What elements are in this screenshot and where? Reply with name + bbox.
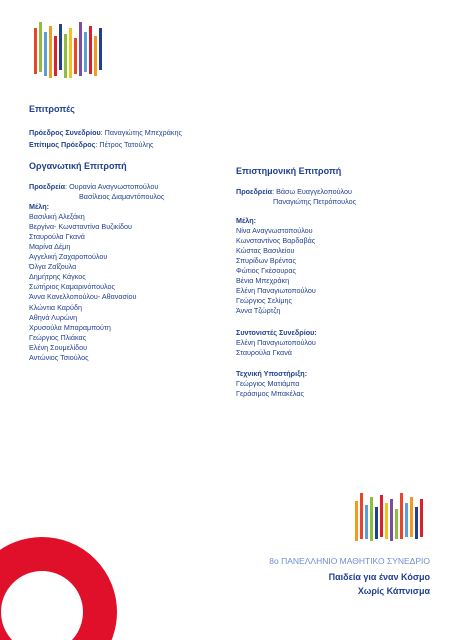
- list-item: Χρυσούλα Μπαραμπούτη: [29, 322, 111, 332]
- organizing-chair-line: [29, 182, 229, 192]
- list-item: Κλώντια Καρύδη: [29, 302, 82, 312]
- list-item: Κώστας Βασιλείου: [236, 245, 295, 255]
- scientific-chairs-label: Προεδρεία: [236, 186, 273, 196]
- list-item: Βεργίνα- Κωνσταντίνα Βυζικίδου: [29, 221, 132, 231]
- list-item: Νίνα Αναγνωστοπούλου: [236, 225, 313, 235]
- list-item: Δημήτρης Κάγκος: [29, 272, 86, 282]
- scientific-chair-2: Παναγιώτης Πετρόπουλος: [273, 196, 357, 206]
- organizing-chairs-label: Προεδρεία: [29, 181, 66, 191]
- list-item: Σωτήριος Καμαρινόπουλος: [29, 282, 115, 292]
- list-item: Ελένη Παναγιωτοπούλου: [236, 286, 316, 296]
- organizing-committee: [29, 160, 229, 363]
- list-item: Άννα Κανελλοπούλου- Αθανασίου: [29, 292, 137, 302]
- list-item: Βασιλική Αλεξάκη: [29, 211, 85, 221]
- honorary-value: : Πέτρος Τατούλης: [95, 140, 154, 149]
- list-item: Σπυρίδων Βρέντας: [236, 256, 296, 266]
- red-ring-decoration: [0, 500, 120, 640]
- scientific-members-list: [236, 226, 436, 317]
- list-item: Γεώργιος Ματιάμπα: [236, 378, 300, 388]
- coordinators-label: Συντονιστές Συνεδρίου:: [236, 327, 317, 337]
- scientific-chair-line: [236, 187, 436, 197]
- list-item: Ελένη Σουμελίδου: [29, 342, 88, 352]
- list-item: Άννα Τζώρτζη: [236, 306, 281, 316]
- list-item: Φώτιος Γκέσουρας: [236, 266, 296, 276]
- president-label: Πρόεδρος Συνεδρίου: [29, 128, 101, 137]
- organizing-members-list: [29, 212, 229, 363]
- organizing-title: Οργανωτική Επιτροπή: [29, 161, 127, 171]
- scientific-members-label: Μέλη:: [236, 215, 257, 225]
- list-item: Βένια Μπεχράκη: [236, 276, 290, 286]
- scientific-committee: [236, 165, 436, 399]
- list-item: Γεώργιος Πλιάκας: [29, 332, 87, 342]
- conference-name: 8ο ΠΑΝΕΛΛΗΝΙΟ ΜΑΘΗΤΙΚΟ ΣΥΝΕΔΡΙΟ: [269, 556, 430, 566]
- tech-support-list: [236, 379, 436, 399]
- coordinators-list: [236, 338, 436, 358]
- list-item: Γεώργιος Σελίμης: [236, 296, 292, 306]
- list-item: Ελένη Παναγιωτοπούλου: [236, 337, 316, 347]
- top-logo-bars: [34, 22, 109, 82]
- president-value: : Παναγιώτης Μπεχράκης: [100, 128, 182, 137]
- slogan-line-1: Παιδεία για έναν Κόσμο: [328, 572, 430, 582]
- organizing-chair-2: Βασίλειος Διαμαντόπουλος: [79, 191, 165, 201]
- organizing-chair-1: : Ουρανία Αναγνωστοπούλου: [65, 181, 159, 191]
- scientific-title: Επιστημονική Επιτροπή: [236, 166, 342, 176]
- list-item: Σταυρούλα Γκανά: [236, 347, 292, 357]
- list-item: Κωνσταντίνος Βαρδαβάς: [236, 235, 316, 245]
- list-item: Όλγα Ζαΐζουλα: [29, 262, 77, 272]
- list-item: Σταυρούλα Γκανά: [29, 231, 85, 241]
- list-item: Γεράσιμος Μπακέλας: [236, 388, 304, 398]
- organizing-members-label: Μέλη:: [29, 201, 50, 211]
- list-item: Αντώνιος Τσιούλος: [29, 352, 89, 362]
- list-item: Αθηνά Λυρώνη: [29, 312, 78, 322]
- list-item: Αγγελική Ζαχαροπούλου: [29, 252, 108, 262]
- list-item: Μαρίνα Δέμη: [29, 242, 71, 252]
- honorary-president-line: [29, 140, 154, 150]
- president-line: [29, 128, 182, 138]
- honorary-label: Επίτιμος Πρόεδρος: [29, 140, 96, 149]
- committees-title: Επιτροπές: [29, 104, 75, 114]
- scientific-chair-1: : Βάσω Ευαγγελοπούλου: [272, 186, 352, 196]
- tech-support-label: Τεχνική Υποστήριξη:: [236, 368, 308, 378]
- bottom-logo-bars: [355, 493, 430, 543]
- slogan-line-2: Χωρίς Κάπνισμα: [357, 586, 430, 596]
